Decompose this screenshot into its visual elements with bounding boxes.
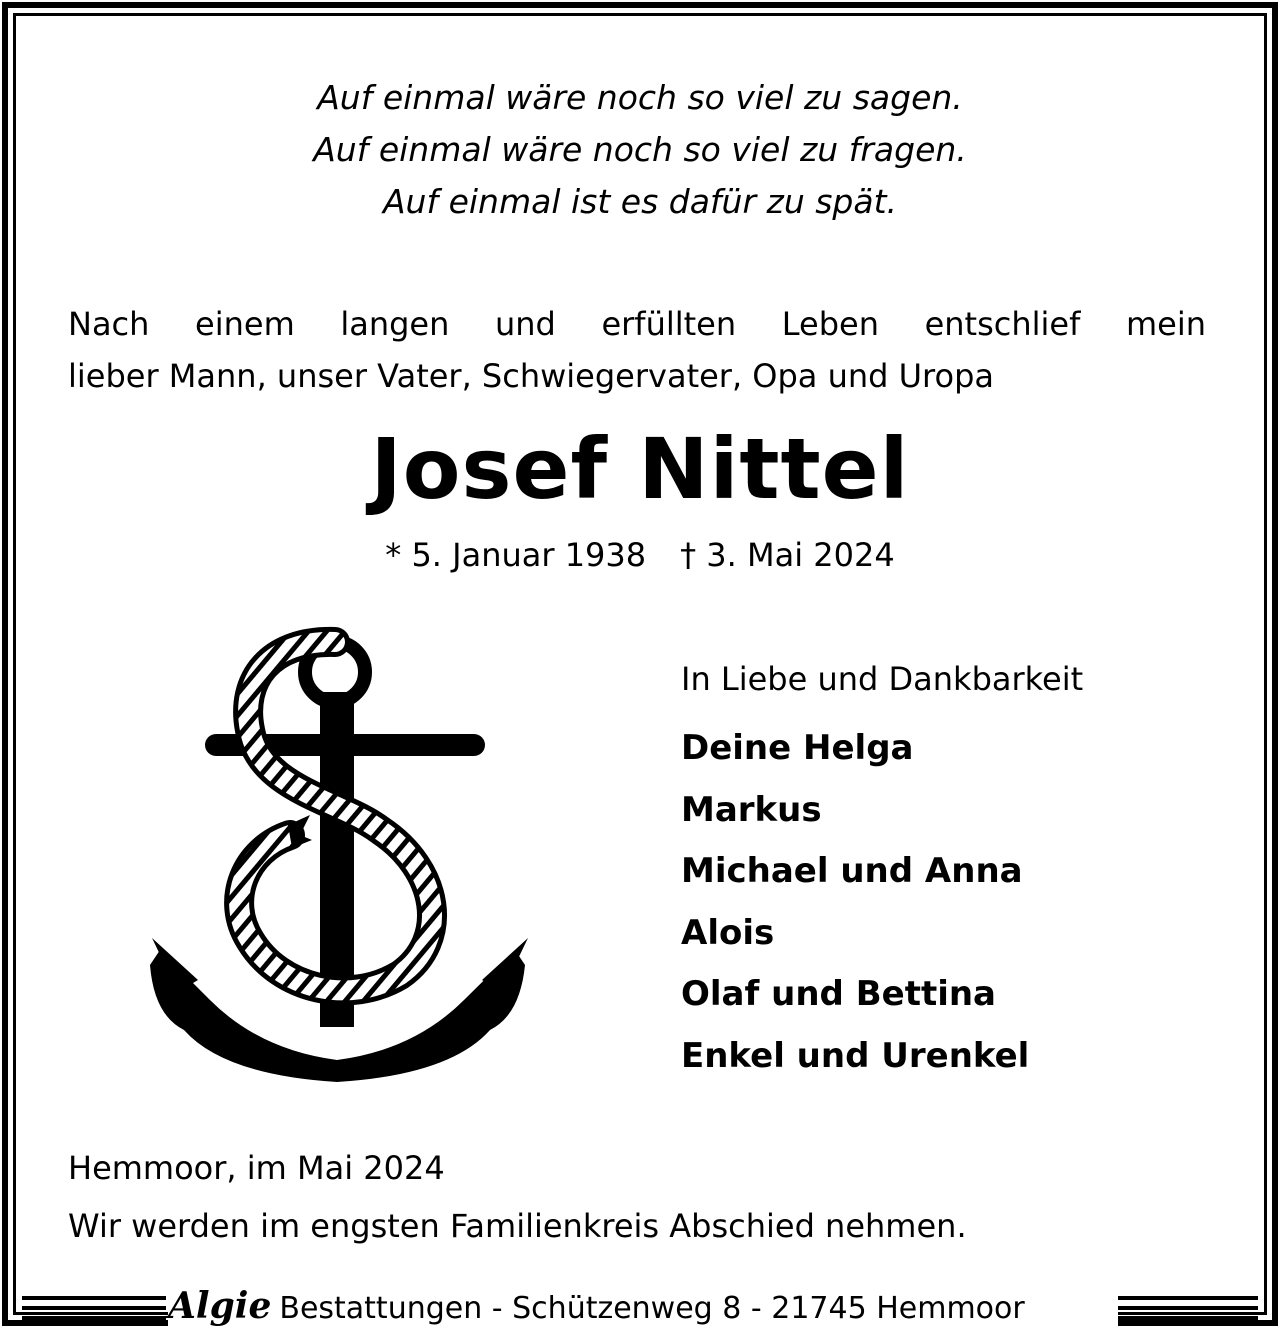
footer-rule-left — [22, 1296, 166, 1320]
undertaker-footer — [168, 1284, 1118, 1328]
deceased-name: Josef Nittel — [370, 420, 910, 518]
intro-line-2: lieber Mann, unser Vater, Schwiegervater, Opa und Uropa — [68, 357, 994, 395]
undertaker-logo: Algie — [168, 1285, 272, 1327]
undertaker-address: Bestattungen - Schützenweg 8 - 21745 Hemmoor — [279, 1291, 1025, 1326]
mourner-name: Enkel und Urenkel — [681, 1035, 1030, 1076]
life-dates — [0, 530, 1280, 580]
mourner-name: Michael und Anna — [681, 851, 1023, 891]
birth-date: * 5. Januar 1938 — [385, 536, 647, 574]
mourner-name: Deine Helga — [681, 728, 914, 768]
anchor-with-rope-icon — [150, 620, 550, 1090]
intro-text — [68, 298, 1206, 402]
verse-line: Auf einmal wäre noch so viel zu sagen. — [317, 78, 963, 117]
death-date: † 3. Mai 2024 — [680, 536, 895, 574]
mourner-name: Markus — [681, 789, 822, 830]
verse-line: Auf einmal ist es dafür zu spät. — [382, 182, 898, 221]
place-date: Hemmoor, im Mai 2024 — [68, 1149, 445, 1187]
verse — [0, 72, 1280, 228]
mourner-name: Alois — [681, 912, 775, 953]
intro-line-1: Nach einem langen und erfüllten Leben entschlief mein — [68, 305, 1206, 343]
verse-line: Auf einmal wäre noch so viel zu fragen. — [313, 130, 967, 169]
mourners — [681, 652, 1241, 1087]
mourners-lead: In Liebe und Dankbarkeit — [681, 660, 1084, 698]
mourners-list — [681, 718, 1241, 1087]
footer-rule-right — [1118, 1296, 1258, 1320]
mourner-name: Olaf und Bettina — [681, 974, 996, 1014]
funeral-notice: Wir werden im engsten Familienkreis Abschied nehmen. — [68, 1207, 967, 1245]
